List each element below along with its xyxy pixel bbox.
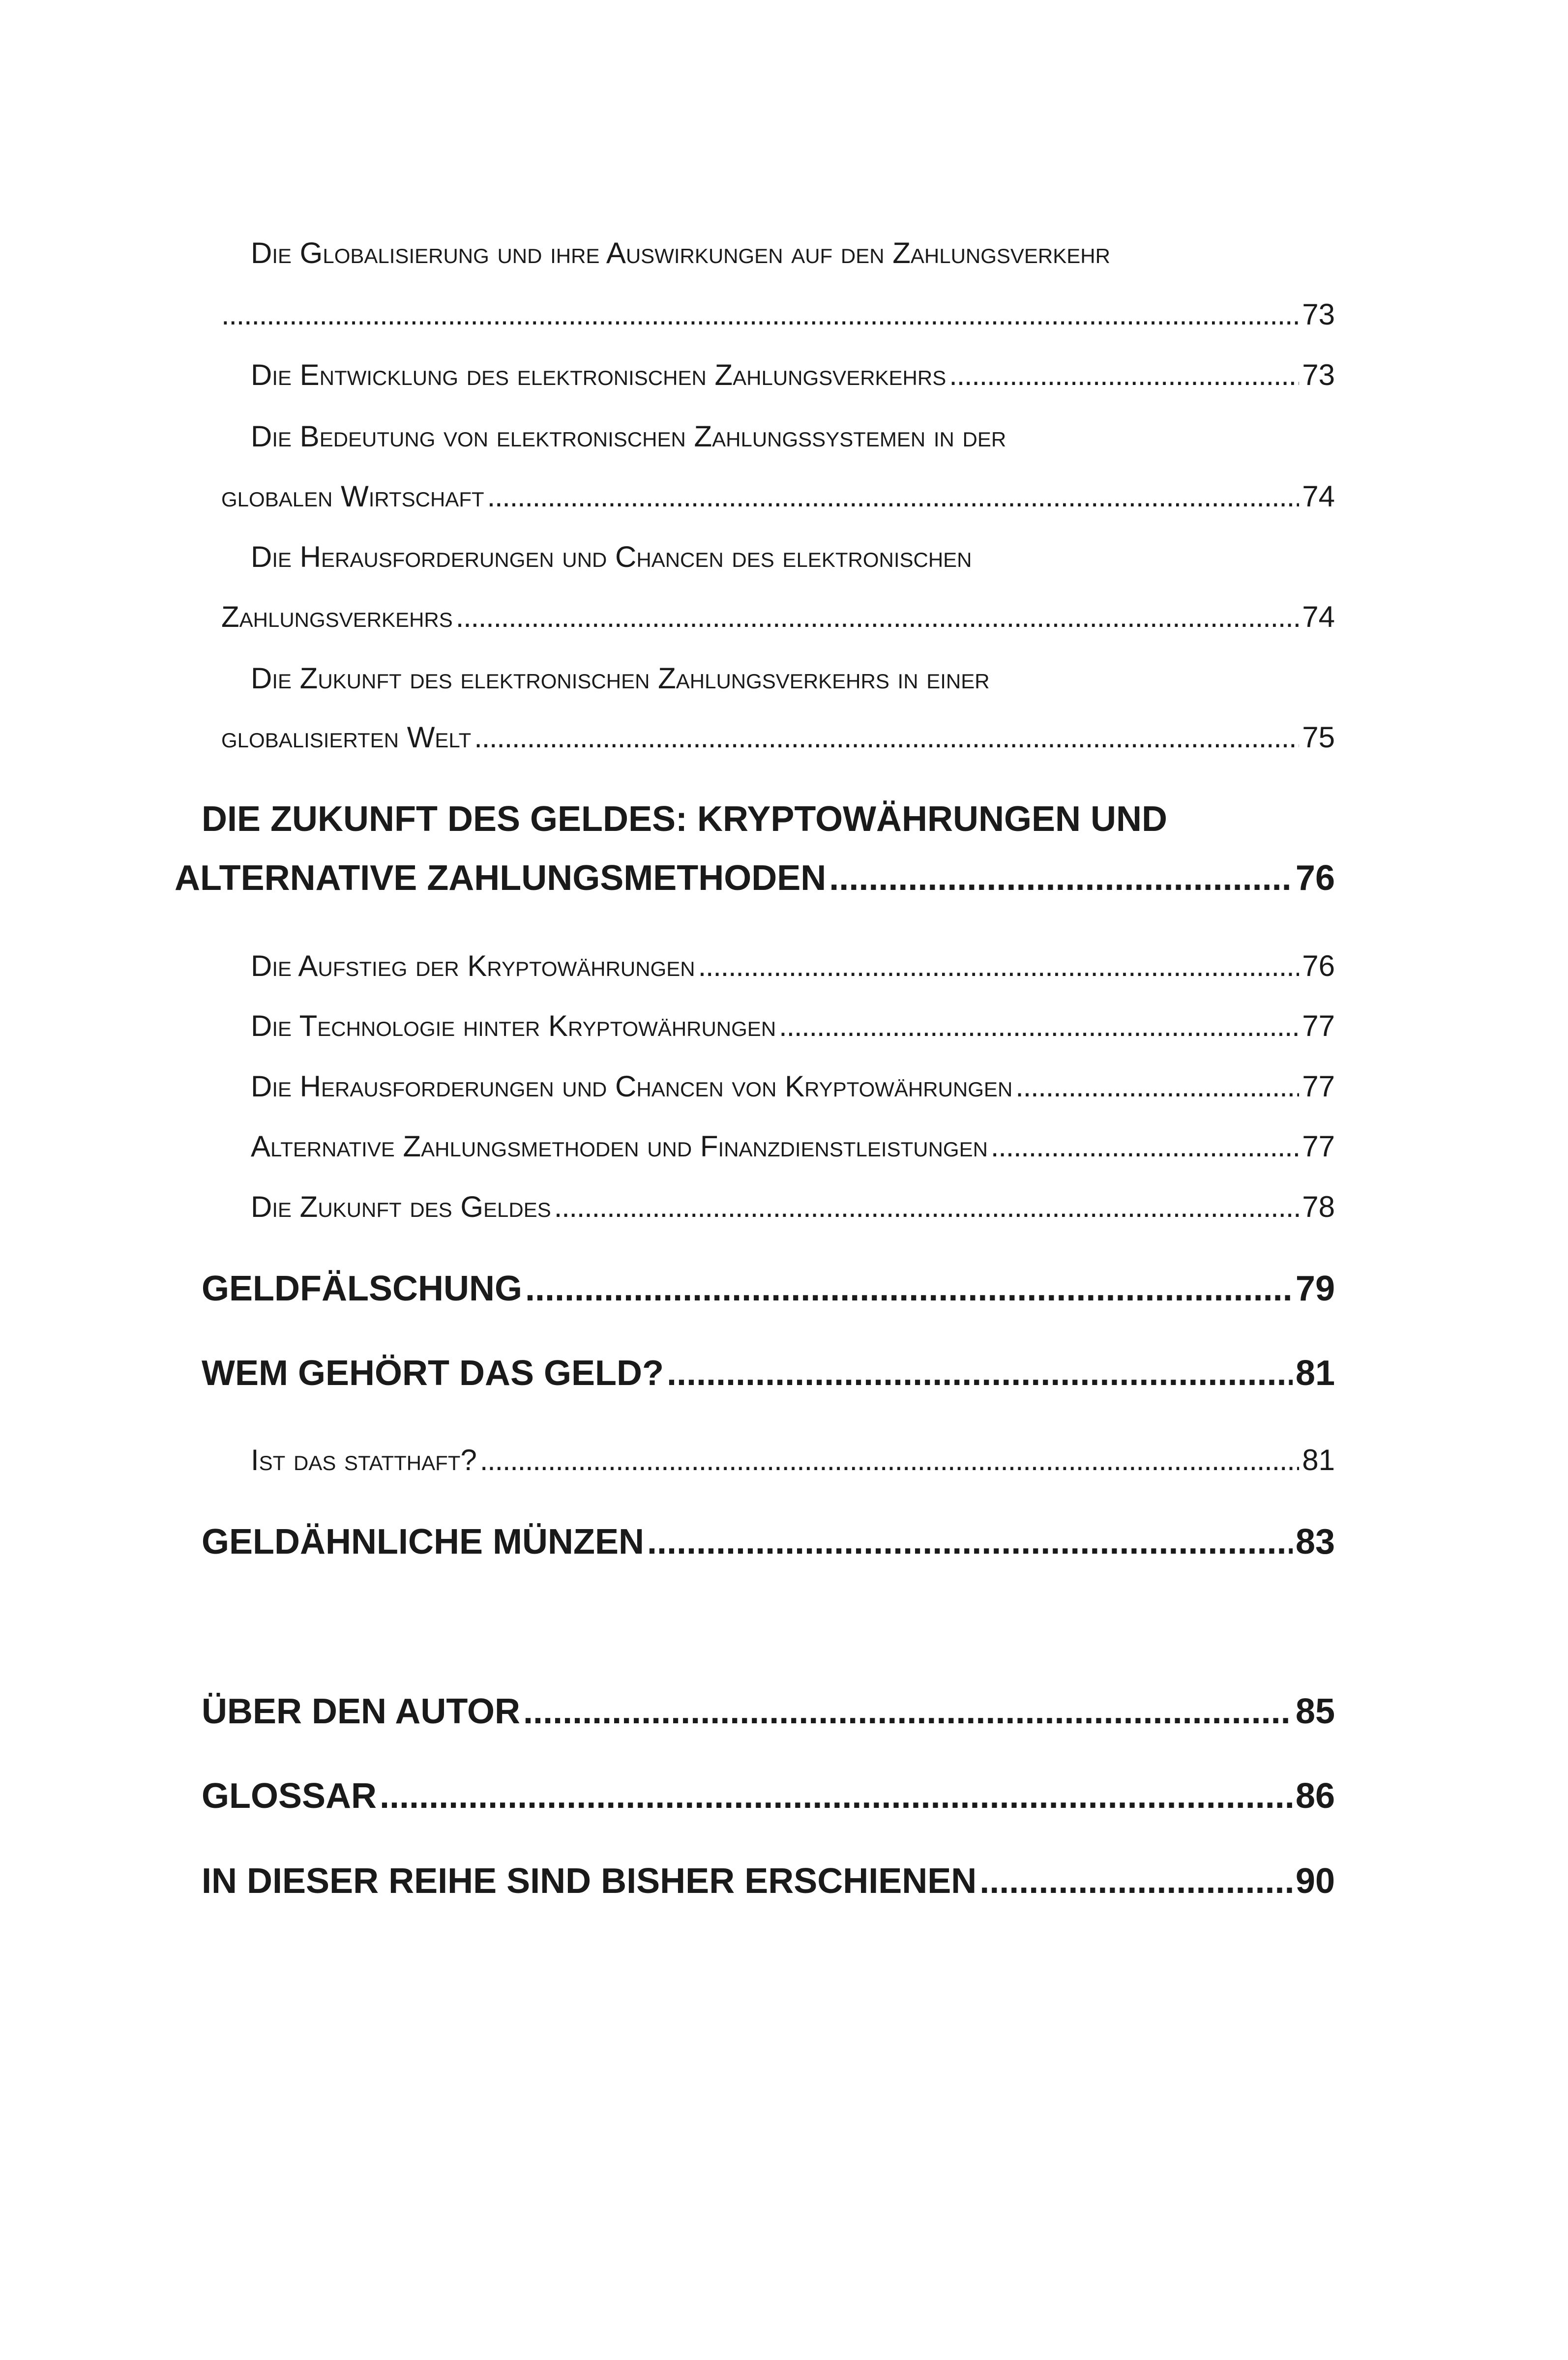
toc-page-number: 81: [1295, 1354, 1335, 1393]
dot-leader: [1015, 1069, 1299, 1103]
dot-leader: [456, 600, 1299, 634]
toc-page-number: 81: [1302, 1444, 1335, 1476]
dot-leader: [698, 949, 1300, 983]
toc-entry[interactable]: [251, 358, 1335, 392]
toc-chapter-text: [202, 799, 1167, 839]
dot-leader: [667, 1353, 1293, 1393]
toc-entry[interactable]: [251, 1190, 1335, 1224]
toc-entry-label: Die Bedeutung von elektronischen Zahlungssystemen in der: [251, 420, 1006, 453]
dot-leader: [647, 1522, 1293, 1562]
dot-leader: [480, 1443, 1299, 1477]
toc-page-number: 76: [1295, 858, 1335, 898]
toc-entry[interactable]: [251, 1009, 1335, 1043]
toc-chapter-label: GLOSSAR: [202, 1776, 377, 1816]
toc-entry-label: Alternative Zahlungsmethoden und Finanzdienstleistungen: [251, 1130, 988, 1163]
dot-leader: [523, 1691, 1293, 1732]
dot-leader: [487, 479, 1300, 513]
toc-entry-label-cont: globalisierten Welt: [221, 721, 472, 754]
toc-entry[interactable]: [251, 1129, 1335, 1163]
toc-entry[interactable]: [251, 1443, 1335, 1477]
toc-entry-label: Die Zukunft des elektronischen Zahlungsverkehrs in einer: [251, 662, 990, 695]
toc-entry[interactable]: [251, 949, 1335, 983]
toc-entry-label: Die Globalisierung und ihre Auswirkungen auf den Zahlungsverkehr: [251, 236, 1110, 269]
dot-leader: [525, 1268, 1293, 1309]
toc-chapter[interactable]: [202, 1268, 1335, 1309]
dot-leader: [554, 1190, 1300, 1224]
toc-chapter[interactable]: [202, 1861, 1335, 1901]
toc-chapter-label: GELDÄHNLICHE MÜNZEN: [202, 1522, 644, 1562]
dot-leader: [829, 858, 1293, 898]
toc-chapter-label: ÜBER DEN AUTOR: [202, 1692, 521, 1731]
toc-entry-text: [251, 661, 990, 695]
toc-page-number: 85: [1295, 1692, 1335, 1731]
toc-page-number: 76: [1302, 949, 1335, 982]
dot-leader: [221, 297, 1299, 331]
toc-chapter-label: GELDFÄLSCHUNG: [202, 1269, 522, 1308]
toc-page-number: 83: [1295, 1522, 1335, 1562]
toc-chapter[interactable]: [202, 1691, 1335, 1732]
toc-page-number: 75: [1302, 721, 1335, 754]
toc-entry[interactable]: [221, 600, 1335, 634]
toc-page-number: 73: [1302, 298, 1335, 331]
dot-leader: [474, 720, 1299, 754]
toc-entry[interactable]: [221, 720, 1335, 754]
toc-entry-label: Ist das statthaft?: [251, 1444, 477, 1476]
toc-chapter[interactable]: [202, 1522, 1335, 1562]
toc-chapter-label-cont: ALTERNATIVE ZAHLUNGSMETHODEN: [175, 858, 827, 898]
toc-entry-label: Die Herausforderungen und Chancen des elektronischen: [251, 540, 972, 573]
toc-entry-label: Die Zukunft des Geldes: [251, 1190, 551, 1223]
dot-leader: [949, 358, 1299, 392]
toc-page-number: 77: [1302, 1009, 1335, 1042]
dot-leader: [979, 1861, 1293, 1901]
toc-entry-label: Die Technologie hinter Kryptowährungen: [251, 1009, 776, 1042]
toc-page-number: 90: [1295, 1861, 1335, 1901]
toc-page-number: 77: [1302, 1070, 1335, 1103]
toc-page-number: 73: [1302, 358, 1335, 391]
toc-entry-text: [251, 540, 972, 574]
toc-chapter[interactable]: [202, 1353, 1335, 1393]
toc-entry-label-cont: Zahlungsverkehrs: [221, 600, 453, 633]
dot-leader: [380, 1776, 1293, 1816]
toc-page-number: 86: [1295, 1776, 1335, 1816]
toc-page-number: 74: [1302, 480, 1335, 513]
toc-page-number: 79: [1295, 1269, 1335, 1308]
dot-leader: [779, 1009, 1299, 1043]
toc-entry-text: [251, 236, 1110, 270]
toc-page-number: 77: [1302, 1130, 1335, 1163]
toc-entry-label-cont: globalen Wirtschaft: [221, 480, 484, 513]
toc-chapter-label: WEM GEHÖRT DAS GELD?: [202, 1354, 664, 1393]
toc-entry-label: Die Herausforderungen und Chancen von Kryptowährungen: [251, 1070, 1013, 1103]
toc-entry-label: Die Entwicklung des elektronischen Zahlungsverkehrs: [251, 358, 947, 391]
toc-chapter[interactable]: [202, 1776, 1335, 1816]
toc-chapter[interactable]: [175, 858, 1335, 898]
toc-entry[interactable]: [251, 1069, 1335, 1103]
toc-entry[interactable]: [221, 479, 1335, 513]
toc-page-number: 78: [1302, 1190, 1335, 1223]
toc-chapter-label: IN DIESER REIHE SIND BISHER ERSCHIENEN: [202, 1861, 977, 1901]
toc-page-number: 74: [1302, 600, 1335, 633]
toc-entry-label: Die Aufstieg der Kryptowährungen: [251, 949, 695, 982]
toc-entry[interactable]: [221, 297, 1335, 331]
toc-chapter-label: DIE ZUKUNFT DES GELDES: KRYPTOWÄHRUNGEN UND: [202, 799, 1168, 839]
toc-entry-text: [251, 419, 1006, 453]
dot-leader: [991, 1129, 1299, 1163]
